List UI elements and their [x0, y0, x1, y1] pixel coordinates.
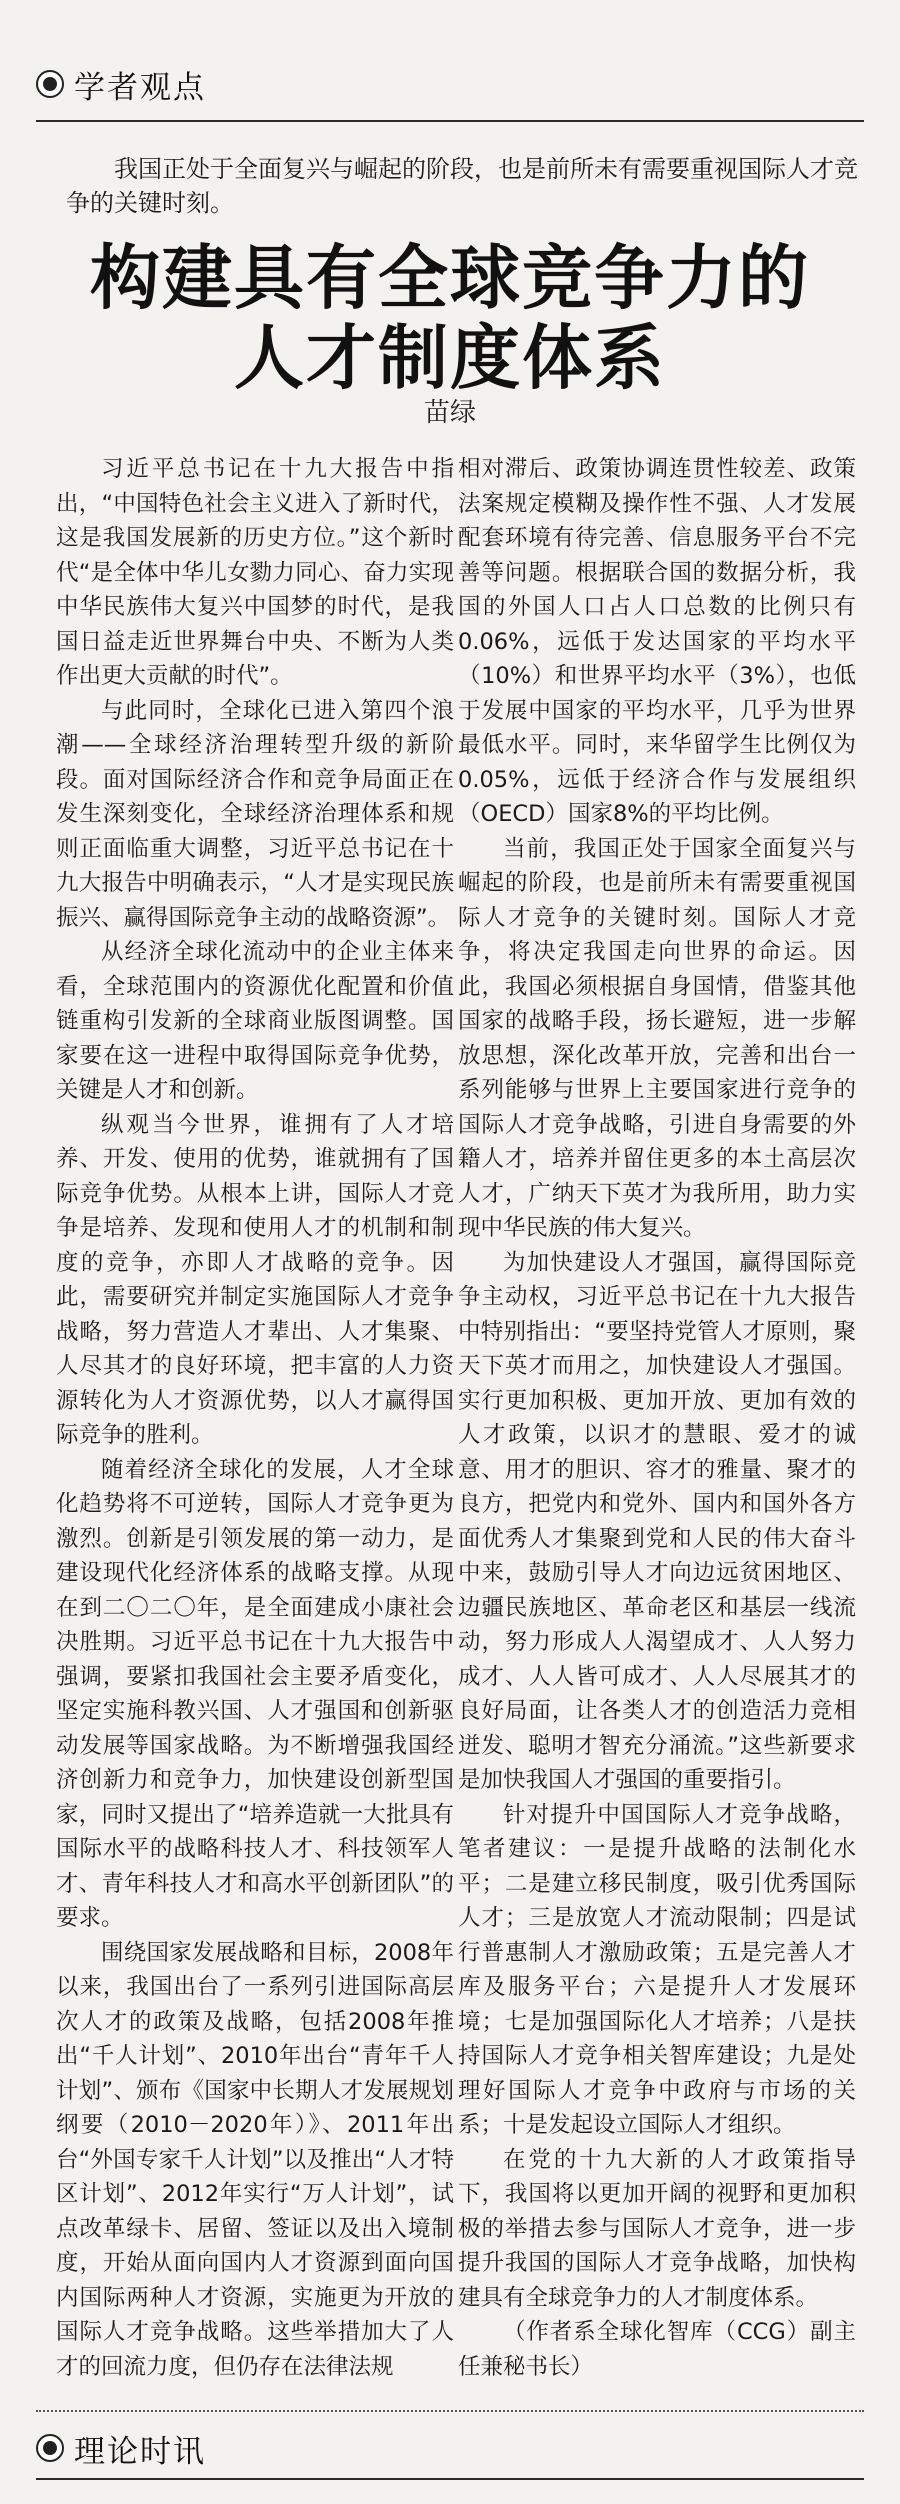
section-divider — [36, 120, 864, 122]
circle-bullet-icon — [36, 70, 64, 98]
section-label: 学者观点 — [74, 69, 206, 106]
paragraph: 针对提升中国国际人才竞争战略，笔者建议：一是提升战略的法制化水平；二是建立移民制度，吸引优秀国际人才；三是放宽人才流动限制；四是试行普惠制人才激励政策；五是完善人才库及服务平台；六是提升人才发展环境；七是加强国际化人才培养；八是扶持国际人才竞争相关智库建设；九是处理好国际人才竞争中政府与市场的关系；十是发起设立国际人才组织。 — [458, 1801, 856, 2138]
section-tag-scholar — [36, 60, 206, 108]
paragraph: 随着经济全球化的发展，人才全球化趋势将不可逆转，国际人才竞争更为激烈。创新是引领发展的第一动力，是建设现代化经济体系的战略支撑。从现在到二〇二〇年，是全面建成小康社会决胜期。习近平总书记在十九大报告中强调，要紧扣我国社会主要矛盾变化，坚定实施科教兴国、人才强国和创新驱动发展等国家战略。为不断增强我国经济创新力和竞争力，加快建设创新型国家，同时又提出了“培养造就一大批具有国际水平的战略科技人才、科技领军人才、青年科技人才和高水平创新团队”的要求。 — [56, 1456, 454, 1931]
section-divider-bottom — [36, 2410, 864, 2412]
paragraph: 与此同时，全球化已进入第四个浪潮——全球经济治理转型升级的新阶段。面对国际经济合作和竞争局面正在发生深刻变化，全球经济治理体系和规则正面临重大调整，习近平总书记在十九大报告中明确表示，“人才是实现民族振兴、赢得国际竞争主动的战略资源”。 — [56, 697, 454, 931]
section-tag-theory — [36, 2424, 206, 2472]
article-column-left — [56, 452, 454, 2384]
paragraph: 习近平总书记在十九大报告中指出，“中国特色社会主义进入了新时代，这是我国发展新的历史方位。”这个新时代“是全体中华儿女勠力同心、奋力实现中华民族伟大复兴中国梦的时代，是我国日益走近世界舞台中央、不断为人类作出更大贡献的时代”。 — [56, 456, 454, 689]
lead-summary — [66, 152, 866, 220]
headline-line-1: 构建具有全球竞争力的 — [90, 236, 810, 319]
author-signature: （作者系全球化智库（CCG）副主任兼秘书长） — [458, 2319, 856, 2380]
circle-bullet-icon — [36, 2434, 64, 2462]
paragraph: 相对滞后、政策协调连贯性较差、政策法案规定模糊及操作性不强、人才发展配套环境有待完善、信息服务平台不完善等问题。根据联合国的数据分析，我国的外国人口占人口总数的比例只有0.06%，远低于发达国家的平均水平（10%）和世界平均水平（3%），也低于发展中国家的平均水平，几乎为世界最低水平。同时，来华留学生比例仅为0.05%，远低于经济合作与发展组织（OECD）国家8%的平均比例。 — [458, 456, 856, 827]
lead-text: 我国正处于全面复兴与崛起的阶段，也是前所未有需要重视国际人才竞争的关键时刻。 — [66, 155, 858, 217]
section-divider — [36, 2478, 864, 2480]
paragraph: 当前，我国正处于国家全面复兴与崛起的阶段，也是前所未有需要重视国际人才竞争的关键时刻。国际人才竞争，将决定我国走向世界的命运。因此，我国必须根据自身国情，借鉴其他国家的战略手段，扬长避短，进一步解放思想，深化改革开放，完善和出台一系列能够与世界上主要国家进行竞争的国际人才竞争战略，引进自身需要的外籍人才，培养并留住更多的本土高层次人才，广纳天下英才为我所用，助力实现中华民族的伟大复兴。 — [458, 835, 856, 1241]
paragraph: 纵观当今世界，谁拥有了人才培养、开发、使用的优势，谁就拥有了国际竞争优势。从根本上讲，国际人才竞争是培养、发现和使用人才的机制和制度的竞争，亦即人才战略的竞争。因此，需要研究并制定实施国际人才竞争战略，努力营造人才辈出、人才集聚、人尽其才的良好环境，把丰富的人力资源转化为人才资源优势，以人才赢得国际竞争的胜利。 — [56, 1111, 454, 1448]
author-name: 苗绿 — [423, 398, 476, 428]
paragraph: 在党的十九大新的人才政策指导下，我国将以更加开阔的视野和更加积极的举措去参与国际人才竞争，进一步提升我国的国际人才竞争战略，加快构建具有全球竞争力的人才制度体系。 — [458, 2146, 856, 2311]
article-column-right — [458, 452, 856, 2384]
paragraph: 从经济全球化流动中的企业主体来看，全球范围内的资源优化配置和价值链重构引发新的全球商业版图调整。国家要在这一进程中取得国际竞争优势，关键是人才和创新。 — [56, 939, 454, 1103]
headline-line-2: 人才制度体系 — [234, 316, 666, 399]
paragraph: 为加快建设人才强国，赢得国际竞争主动权，习近平总书记在十九大报告中特别指出：“要坚持党管人才原则，聚天下英才而用之，加快建设人才强国。实行更加积极、更加开放、更加有效的人才政策，以识才的慧眼、爱才的诚意、用才的胆识、容才的雅量、聚才的良方，把党内和党外、国内和国外各方面优秀人才集聚到党和人民的伟大奋斗中来，鼓励引导人才向边远贫困地区、边疆民族地区、革命老区和基层一线流动，努力形成人人渴望成才、人人努力成才、人人皆可成才、人人尽展其才的良好局面，让各类人才的创造活力竞相迸发、聪明才智充分涌流。”这些新要求是加快我国人才强国的重要指引。 — [458, 1249, 856, 1793]
section-label: 理论时讯 — [74, 2433, 206, 2470]
paragraph: 围绕国家发展战略和目标，2008年以来，我国出台了一系列引进国际高层次人才的政策及战略，包括2008年推出“千人计划”、2010年出台“青年千人计划”、颁布《国家中长期人才发展规划纲要（2010－2020年）》、2011年出台“外国专家千人计划”以及推出“人才特区计划”、2012年实行“万人计划”，试点改革绿卡、居留、签证以及出入境制度，开始从面向国内人才资源到面向国内国际两种人才资源，实施更为开放的国际人才竞争战略。这些举措加大了人才的回流力度，但仍存在法律法规 — [56, 1939, 454, 2380]
